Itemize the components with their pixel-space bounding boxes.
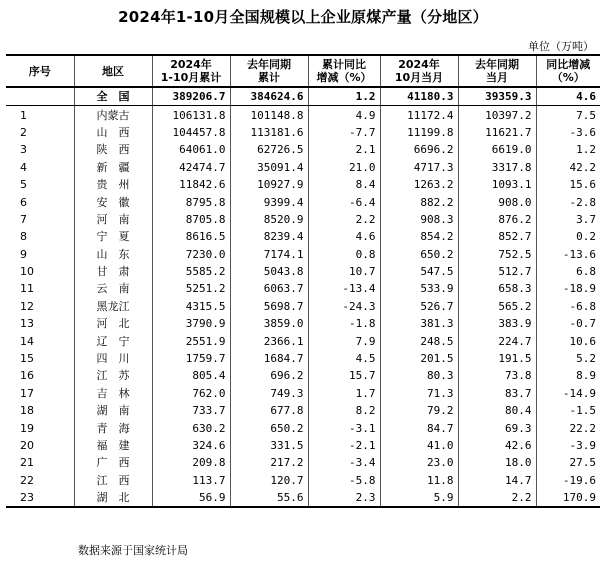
row-month: 650.2 [380, 246, 458, 263]
row-cum-yoy: -13.4 [308, 280, 380, 297]
row-month-yoy: 3.7 [536, 211, 600, 228]
row-cum: 56.9 [152, 489, 230, 507]
table-row [6, 106, 600, 124]
row-cum-prev: 677.8 [230, 402, 308, 419]
source-note: 数据来源于国家统计局 [78, 544, 188, 557]
row-seq: 11 [6, 280, 74, 297]
row-cum-prev: 6063.7 [230, 280, 308, 297]
row-seq: 14 [6, 332, 74, 349]
row-cum-yoy: -6.4 [308, 193, 380, 210]
table-row [6, 141, 600, 158]
row-cum: 630.2 [152, 419, 230, 436]
row-month: 381.3 [380, 315, 458, 332]
row-region: 陕 西 [74, 141, 152, 158]
table-row [6, 350, 600, 367]
row-month-prev: 80.4 [458, 402, 536, 419]
row-month: 84.7 [380, 419, 458, 436]
row-seq: 21 [6, 454, 74, 471]
row-cum: 762.0 [152, 385, 230, 402]
row-cum-prev: 3859.0 [230, 315, 308, 332]
row-cum-prev: 1684.7 [230, 350, 308, 367]
row-month-prev: 852.7 [458, 228, 536, 245]
row-seq: 3 [6, 141, 74, 158]
row-month-yoy: 6.8 [536, 263, 600, 280]
table-row [6, 472, 600, 489]
row-month: 854.2 [380, 228, 458, 245]
row-seq: 17 [6, 385, 74, 402]
row-seq: 10 [6, 263, 74, 280]
row-cum-yoy: 4.5 [308, 350, 380, 367]
row-cum-yoy: 21.0 [308, 159, 380, 176]
row-cum: 3790.9 [152, 315, 230, 332]
row-cum-prev: 5043.8 [230, 263, 308, 280]
row-month: 201.5 [380, 350, 458, 367]
row-cum-prev: 62726.5 [230, 141, 308, 158]
row-month: 908.3 [380, 211, 458, 228]
row-cum-prev: 9399.4 [230, 193, 308, 210]
row-month-yoy: -13.6 [536, 246, 600, 263]
row-region: 江 西 [74, 472, 152, 489]
row-seq: 8 [6, 228, 74, 245]
row-month-yoy: -0.7 [536, 315, 600, 332]
header-month-text: 2024年 10月当月 [394, 58, 444, 84]
total-row [6, 87, 600, 106]
row-cum-prev: 696.2 [230, 367, 308, 384]
header-cum [152, 55, 230, 87]
table-body [6, 87, 600, 507]
table-row [6, 280, 600, 297]
row-month-prev: 658.3 [458, 280, 536, 297]
row-month: 6696.2 [380, 141, 458, 158]
table-row [6, 211, 600, 228]
row-month: 80.3 [380, 367, 458, 384]
row-seq: 18 [6, 402, 74, 419]
row-cum-yoy: -24.3 [308, 298, 380, 315]
row-month-yoy: 15.6 [536, 176, 600, 193]
row-month-yoy: 22.2 [536, 419, 600, 436]
row-seq: 7 [6, 211, 74, 228]
row-cum-yoy: 7.9 [308, 332, 380, 349]
row-cum-prev: 35091.4 [230, 159, 308, 176]
row-seq: 22 [6, 472, 74, 489]
row-region: 湖 南 [74, 402, 152, 419]
row-month-yoy: 8.9 [536, 367, 600, 384]
row-region: 山 东 [74, 246, 152, 263]
row-month-prev: 908.0 [458, 193, 536, 210]
row-cum: 8795.8 [152, 193, 230, 210]
row-seq: 6 [6, 193, 74, 210]
header-month-yoy [536, 55, 600, 87]
row-seq: 20 [6, 437, 74, 454]
row-cum-yoy: -2.1 [308, 437, 380, 454]
row-month: 11172.4 [380, 106, 458, 124]
row-region: 甘 肃 [74, 263, 152, 280]
row-cum: 733.7 [152, 402, 230, 419]
row-cum-yoy: 1.7 [308, 385, 380, 402]
coal-output-table [6, 54, 600, 508]
row-seq: 13 [6, 315, 74, 332]
table-row [6, 246, 600, 263]
row-month: 1263.2 [380, 176, 458, 193]
table-row [6, 315, 600, 332]
row-month: 71.3 [380, 385, 458, 402]
row-cum-yoy: 10.7 [308, 263, 380, 280]
row-cum-yoy: -1.8 [308, 315, 380, 332]
row-cum-prev: 55.6 [230, 489, 308, 507]
row-month: 11.8 [380, 472, 458, 489]
row-month: 248.5 [380, 332, 458, 349]
total-cum-yoy: 1.2 [308, 87, 380, 106]
row-month-prev: 224.7 [458, 332, 536, 349]
row-month-prev: 2.2 [458, 489, 536, 507]
row-month-prev: 73.8 [458, 367, 536, 384]
unit-label: 单位（万吨） [528, 40, 594, 53]
row-region: 贵 州 [74, 176, 152, 193]
row-seq: 23 [6, 489, 74, 507]
row-region: 云 南 [74, 280, 152, 297]
header-month-prev-text: 去年同期 当月 [475, 58, 519, 84]
row-month-prev: 512.7 [458, 263, 536, 280]
header-month-yoy-text: 同比增减 （%） [546, 58, 591, 84]
row-region: 河 北 [74, 315, 152, 332]
row-seq: 16 [6, 367, 74, 384]
row-month-prev: 752.5 [458, 246, 536, 263]
header-cum-yoy [308, 55, 380, 87]
row-month-prev: 6619.0 [458, 141, 536, 158]
header-month [380, 55, 458, 87]
row-month-yoy: -1.5 [536, 402, 600, 419]
row-cum-yoy: -3.1 [308, 419, 380, 436]
row-cum: 113.7 [152, 472, 230, 489]
row-region: 宁 夏 [74, 228, 152, 245]
row-cum: 5251.2 [152, 280, 230, 297]
row-cum-yoy: 2.3 [308, 489, 380, 507]
row-month-prev: 191.5 [458, 350, 536, 367]
row-month-yoy: -19.6 [536, 472, 600, 489]
row-cum-yoy: -5.8 [308, 472, 380, 489]
row-cum: 2551.9 [152, 332, 230, 349]
total-cum: 389206.7 [152, 87, 230, 106]
row-cum-prev: 331.5 [230, 437, 308, 454]
row-cum: 805.4 [152, 367, 230, 384]
total-month: 41180.3 [380, 87, 458, 106]
table-row [6, 367, 600, 384]
row-month-prev: 383.9 [458, 315, 536, 332]
row-cum: 11842.6 [152, 176, 230, 193]
row-seq: 4 [6, 159, 74, 176]
row-cum-yoy: 0.8 [308, 246, 380, 263]
table-row [6, 193, 600, 210]
table-row [6, 332, 600, 349]
row-month-yoy: 10.6 [536, 332, 600, 349]
row-month-yoy: 27.5 [536, 454, 600, 471]
row-cum: 209.8 [152, 454, 230, 471]
row-seq: 1 [6, 106, 74, 124]
table-row [6, 124, 600, 141]
row-month: 5.9 [380, 489, 458, 507]
row-month-yoy: -3.6 [536, 124, 600, 141]
row-cum-yoy: 8.4 [308, 176, 380, 193]
row-month-prev: 69.3 [458, 419, 536, 436]
row-seq: 15 [6, 350, 74, 367]
row-cum-prev: 10927.9 [230, 176, 308, 193]
row-month-yoy: 1.2 [536, 141, 600, 158]
row-month-prev: 11621.7 [458, 124, 536, 141]
total-region: 全 国 [74, 87, 152, 106]
row-cum-prev: 8520.9 [230, 211, 308, 228]
table-header-row [6, 55, 600, 87]
row-month: 79.2 [380, 402, 458, 419]
row-cum: 324.6 [152, 437, 230, 454]
header-region: 地区 [74, 55, 152, 87]
row-cum: 64061.0 [152, 141, 230, 158]
row-cum-prev: 5698.7 [230, 298, 308, 315]
row-month: 4717.3 [380, 159, 458, 176]
row-month-prev: 3317.8 [458, 159, 536, 176]
row-cum-yoy: 15.7 [308, 367, 380, 384]
row-cum-prev: 7174.1 [230, 246, 308, 263]
row-month-prev: 1093.1 [458, 176, 536, 193]
row-region: 广 西 [74, 454, 152, 471]
row-cum-prev: 2366.1 [230, 332, 308, 349]
row-region: 江 苏 [74, 367, 152, 384]
row-cum: 8616.5 [152, 228, 230, 245]
table-row [6, 437, 600, 454]
row-region: 安 徽 [74, 193, 152, 210]
total-month-prev: 39359.3 [458, 87, 536, 106]
row-seq: 9 [6, 246, 74, 263]
row-seq: 5 [6, 176, 74, 193]
row-region: 黑龙江 [74, 298, 152, 315]
row-region: 山 西 [74, 124, 152, 141]
row-month-prev: 565.2 [458, 298, 536, 315]
row-month: 526.7 [380, 298, 458, 315]
row-cum: 1759.7 [152, 350, 230, 367]
table-row [6, 176, 600, 193]
row-cum: 4315.5 [152, 298, 230, 315]
row-month-prev: 42.6 [458, 437, 536, 454]
table-row [6, 419, 600, 436]
row-cum-prev: 8239.4 [230, 228, 308, 245]
row-month: 882.2 [380, 193, 458, 210]
row-cum-prev: 749.3 [230, 385, 308, 402]
table-row [6, 454, 600, 471]
table-row [6, 228, 600, 245]
row-cum-yoy: 4.6 [308, 228, 380, 245]
row-seq: 2 [6, 124, 74, 141]
row-month: 547.5 [380, 263, 458, 280]
row-region: 吉 林 [74, 385, 152, 402]
row-month-yoy: 5.2 [536, 350, 600, 367]
row-cum-yoy: 8.2 [308, 402, 380, 419]
row-region: 河 南 [74, 211, 152, 228]
row-cum-yoy: -3.4 [308, 454, 380, 471]
header-seq: 序号 [6, 55, 74, 87]
table-row [6, 402, 600, 419]
row-cum: 104457.8 [152, 124, 230, 141]
row-cum-yoy: 2.1 [308, 141, 380, 158]
header-cum-prev [230, 55, 308, 87]
row-month: 11199.8 [380, 124, 458, 141]
header-cum-yoy-text: 累计同比 增减（%） [316, 58, 372, 84]
row-month-prev: 876.2 [458, 211, 536, 228]
row-cum-yoy: -7.7 [308, 124, 380, 141]
row-cum-prev: 650.2 [230, 419, 308, 436]
row-cum: 42474.7 [152, 159, 230, 176]
row-month-prev: 83.7 [458, 385, 536, 402]
row-month: 41.0 [380, 437, 458, 454]
row-seq: 19 [6, 419, 74, 436]
row-cum-yoy: 4.9 [308, 106, 380, 124]
row-cum-prev: 101148.8 [230, 106, 308, 124]
row-cum-prev: 217.2 [230, 454, 308, 471]
row-month-yoy: -18.9 [536, 280, 600, 297]
row-month-yoy: 170.9 [536, 489, 600, 507]
row-month-yoy: 42.2 [536, 159, 600, 176]
table-row [6, 159, 600, 176]
row-month-prev: 14.7 [458, 472, 536, 489]
row-region: 青 海 [74, 419, 152, 436]
row-month: 23.0 [380, 454, 458, 471]
table-row [6, 385, 600, 402]
row-cum-prev: 113181.6 [230, 124, 308, 141]
row-month-yoy: -6.8 [536, 298, 600, 315]
total-seq [6, 87, 74, 106]
row-region: 湖 北 [74, 489, 152, 507]
row-cum-yoy: 2.2 [308, 211, 380, 228]
page-title: 2024年1-10月全国规模以上企业原煤产量（分地区） [118, 8, 488, 26]
total-cum-prev: 384624.6 [230, 87, 308, 106]
row-month-prev: 18.0 [458, 454, 536, 471]
row-region: 福 建 [74, 437, 152, 454]
row-month: 533.9 [380, 280, 458, 297]
row-cum-prev: 120.7 [230, 472, 308, 489]
row-cum: 5585.2 [152, 263, 230, 280]
row-region: 内蒙古 [74, 106, 152, 124]
header-cum-text: 2024年 1-10月累计 [160, 58, 222, 84]
row-region: 四 川 [74, 350, 152, 367]
row-month-yoy: -14.9 [536, 385, 600, 402]
row-month-prev: 10397.2 [458, 106, 536, 124]
row-region: 辽 宁 [74, 332, 152, 349]
row-seq: 12 [6, 298, 74, 315]
row-month-yoy: 0.2 [536, 228, 600, 245]
table-row [6, 263, 600, 280]
row-month-yoy: 7.5 [536, 106, 600, 124]
row-region: 新 疆 [74, 159, 152, 176]
total-month-yoy: 4.6 [536, 87, 600, 106]
header-month-prev [458, 55, 536, 87]
row-month-yoy: -3.9 [536, 437, 600, 454]
row-cum: 8705.8 [152, 211, 230, 228]
row-cum: 7230.0 [152, 246, 230, 263]
table-row [6, 489, 600, 507]
table-row [6, 298, 600, 315]
row-month-yoy: -2.8 [536, 193, 600, 210]
header-cum-prev-text: 去年同期 累计 [247, 58, 291, 84]
row-cum: 106131.8 [152, 106, 230, 124]
